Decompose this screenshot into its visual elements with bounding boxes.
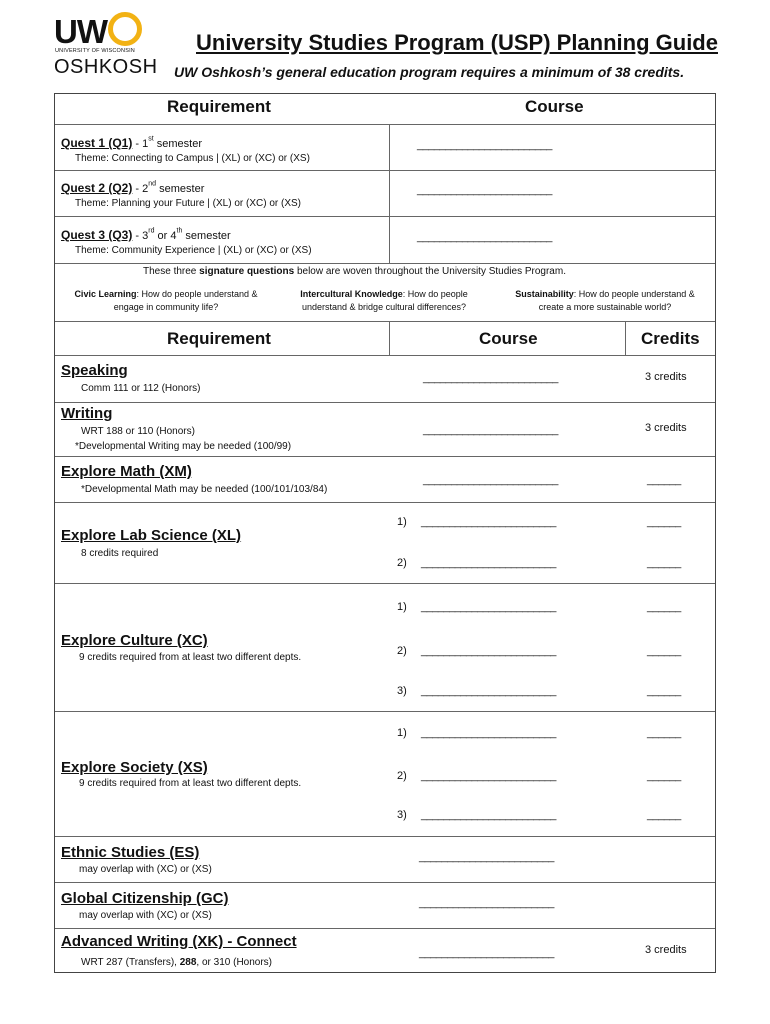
writing-note-2: *Developmental Writing may be needed (100/99) — [75, 441, 292, 452]
society-course-blank-1[interactable]: ________________________ — [421, 727, 556, 739]
quest-1-theme: Theme: Connecting to Campus | (XL) or (XC) or (XS) — [75, 153, 310, 164]
writing-name: Writing — [61, 405, 113, 422]
quest-1-name: Quest 1 (Q1) — [61, 136, 133, 150]
explore-math-name: Explore Math (XM) — [61, 463, 192, 480]
culture-course-blank-1[interactable]: ________________________ — [421, 601, 556, 613]
advanced-writing-note: WRT 287 (Transfers), 288, or 310 (Honors) — [81, 957, 273, 968]
global-citizenship-course-blank[interactable]: ________________________ — [419, 897, 554, 909]
quest-1-row: Quest 1 (Q1) - 1st semester — [61, 135, 203, 150]
speaking-course-blank[interactable]: ________________________ — [423, 372, 558, 384]
logo-mark: UW — [54, 12, 142, 48]
logo-university-text: UNIVERSITY OF WISCONSIN — [55, 48, 135, 54]
culture-credit-blank-2[interactable]: ______ — [647, 645, 681, 657]
ethnic-studies-name: Ethnic Studies (ES) — [61, 844, 200, 861]
society-course-number-2: 2) — [397, 770, 407, 782]
main-header-requirement: Requirement — [167, 329, 271, 348]
explore-lab-science-name: Explore Lab Science (XL) — [61, 527, 242, 544]
culture-course-blank-2[interactable]: ________________________ — [421, 645, 556, 657]
quest-1-course-blank[interactable]: ________________________ — [417, 139, 552, 151]
explore-math-course-blank[interactable]: ________________________ — [423, 474, 558, 486]
quest-2-theme: Theme: Planning your Future | (XL) or (XC) or (XS) — [75, 198, 302, 209]
advanced-writing-name: Advanced Writing (XK) - Connect — [61, 933, 297, 950]
global-citizenship-note: may overlap with (XC) or (XS) — [79, 910, 212, 921]
signature-intercultural-knowledge: Intercultural Knowledge: How do people understand & bridge cultural differences? — [300, 289, 468, 312]
society-course-blank-2[interactable]: ________________________ — [421, 770, 556, 782]
society-credit-blank-1[interactable]: ______ — [647, 727, 681, 739]
quest-3-row: Quest 3 (Q3) - 3rd or 4th semester — [61, 227, 231, 242]
planning-sheet — [54, 93, 716, 973]
advanced-writing-course-blank[interactable]: ________________________ — [419, 947, 554, 959]
culture-credit-blank-3[interactable]: ______ — [647, 685, 681, 697]
speaking-name: Speaking — [61, 362, 128, 379]
lab-course-blank-2[interactable]: ________________________ — [421, 557, 556, 569]
writing-course-blank[interactable]: ________________________ — [423, 424, 558, 436]
writing-credits: 3 credits — [645, 422, 687, 434]
speaking-note: Comm 111 or 112 (Honors) — [81, 383, 201, 394]
signature-intro: These three signature questions below are woven throughout the University Studies Program. — [143, 266, 566, 277]
culture-credit-blank-1[interactable]: ______ — [647, 601, 681, 613]
culture-course-number-3: 3) — [397, 685, 407, 697]
society-course-number-1: 1) — [397, 727, 407, 739]
society-course-blank-3[interactable]: ________________________ — [421, 809, 556, 821]
signature-sustainability: Sustainability: How do people understand & create a more sustainable world? — [515, 289, 695, 312]
explore-math-credit-blank[interactable]: ______ — [647, 474, 681, 486]
quest-3-course-blank[interactable]: ________________________ — [417, 231, 552, 243]
quest-header-course: Course — [525, 97, 584, 116]
society-credit-blank-3[interactable]: ______ — [647, 809, 681, 821]
speaking-credits: 3 credits — [645, 371, 687, 383]
page-subtitle: UW Oshkosh’s general education program requires a minimum of 38 credits. — [174, 64, 685, 80]
quest-header-requirement: Requirement — [167, 97, 271, 116]
advanced-writing-credits: 3 credits — [645, 944, 687, 956]
quest-2-name: Quest 2 (Q2) — [61, 181, 133, 195]
ethnic-studies-note: may overlap with (XC) or (XS) — [79, 864, 212, 875]
page-title: University Studies Program (USP) Planning Guide — [196, 30, 718, 55]
writing-note-1: WRT 188 or 110 (Honors) — [81, 426, 195, 437]
quest-3-name: Quest 3 (Q3) — [61, 228, 133, 242]
explore-lab-science-note: 8 credits required — [81, 548, 159, 559]
lab-credit-blank-2[interactable]: ______ — [647, 557, 681, 569]
quest-3-theme: Theme: Community Experience | (XL) or (XC) or (XS) — [75, 245, 312, 256]
quest-2-row: Quest 2 (Q2) - 2nd semester — [61, 180, 205, 195]
signature-civic-learning: Civic Learning: How do people understand & engage in community life? — [74, 289, 258, 312]
culture-course-number-1: 1) — [397, 601, 407, 613]
main-header-credits: Credits — [641, 329, 700, 348]
society-credit-blank-2[interactable]: ______ — [647, 770, 681, 782]
global-citizenship-name: Global Citizenship (GC) — [61, 890, 229, 907]
lab-course-number-1: 1) — [397, 516, 407, 528]
culture-course-blank-3[interactable]: ________________________ — [421, 685, 556, 697]
culture-course-number-2: 2) — [397, 645, 407, 657]
lab-credit-blank-1[interactable]: ______ — [647, 516, 681, 528]
quest-2-course-blank[interactable]: ________________________ — [417, 184, 552, 196]
explore-society-note: 9 credits required from at least two different depts. — [79, 778, 302, 789]
society-course-number-3: 3) — [397, 809, 407, 821]
lab-course-number-2: 2) — [397, 557, 407, 569]
logo-oshkosh-text: OSHKOSH — [54, 56, 158, 78]
explore-culture-note: 9 credits required from at least two different depts. — [79, 652, 302, 663]
explore-culture-name: Explore Culture (XC) — [61, 632, 208, 649]
explore-society-name: Explore Society (XS) — [61, 759, 208, 776]
uwo-logo — [54, 12, 158, 78]
ethnic-studies-course-blank[interactable]: ________________________ — [419, 851, 554, 863]
explore-math-note: *Developmental Math may be needed (100/101/103/84) — [81, 484, 328, 495]
main-header-course: Course — [479, 329, 538, 348]
lab-course-blank-1[interactable]: ________________________ — [421, 516, 556, 528]
